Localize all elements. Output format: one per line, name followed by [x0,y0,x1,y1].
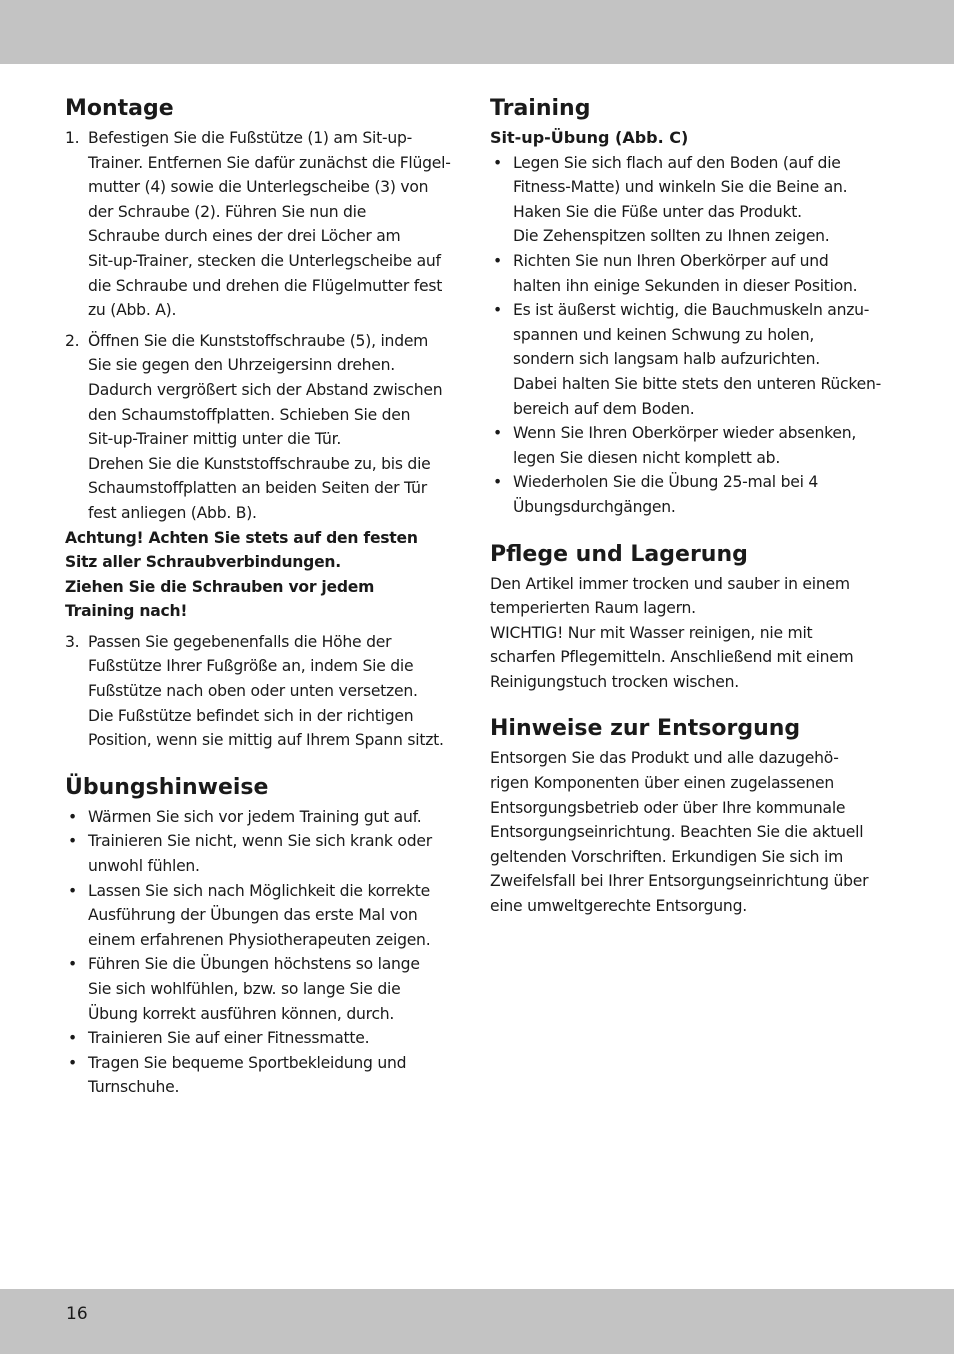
bullet-icon: • [68,955,77,974]
bullet-icon: • [68,881,77,900]
training-heading: Training [490,96,591,121]
montage-steps-continued [65,630,470,753]
list-item-text: Führen Sie die Übungen höchstens so lange Sie sich wohlfühlen, bzw. so lange Sie die Übung korrekt ausführen können, durch. [88,955,420,1023]
list-item [65,829,470,878]
uebungshinweise-list [65,805,470,1100]
list-item-text: Es ist äußerst wichtig, die Bauchmuskeln anzu- spannen und keinen Schwung zu holen, sondern sich langsam halb aufzurichten. Dabei halten Sie bitte stets den unteren Rücken- bereich auf dem Boden. [513,301,881,418]
list-item-text: Tragen Sie bequeme Sportbekleidung und Turnschuhe. [88,1053,407,1097]
list-item-text: Wiederholen Sie die Übung 25-mal bei 4 Übungsdurchgängen. [513,473,819,516]
pflege-heading: Pflege und Lagerung [490,541,748,567]
step-text: Passen Sie gegebenenfalls die Höhe der Fußstütze Ihrer Fußgröße an, indem Sie die Fußstütze nach oben oder unten versetzen. Die Fußstütze befindet sich in der richtigen Position, wenn sie mittig auf Ihrem Spann sitzt. [88,632,444,750]
list-item [65,879,470,953]
step-number: 3. [65,632,80,651]
list-item [490,151,895,249]
list-item-text: Lassen Sie sich nach Möglichkeit die korrekte Ausführung der Übungen das erste Mal von einem erfahrenen Physiotherapeuten zeigen. [88,881,431,949]
bullet-icon: • [68,1053,77,1072]
montage-heading: Montage [65,96,174,121]
list-item [65,1051,470,1100]
list-item [490,249,895,298]
warning-note: Achtung! Achten Sie stets auf den festen Sitz aller Schraubverbindungen. Ziehen Sie die Schrauben vor jedem Training nach! [65,528,418,621]
uebungshinweise-heading: Übungshinweise [65,774,269,800]
page-number: 16 [66,1304,88,1324]
entsorgung-text: Entsorgen Sie das Produkt und alle dazugehö- rigen Komponenten über einen zugelassenen Entsorgungsbetrieb oder über Ihre kommunale Entsorgungseinrichtung. Beachten Sie die aktuell geltenden Vorschriften. Erkundigen Sie sich im Zweifelsfall bei Ihrer Entsorgungseinrichtung über eine umweltgerechte Entsorgung. [490,749,869,916]
list-item-text: Legen Sie sich flach auf den Boden (auf die Fitness-Matte) und winkeln Sie die Beine an. Haken Sie die Füße unter das Produkt. Die Zehenspitzen sollten zu Ihnen zeigen. [513,153,848,246]
montage-step-2 [65,329,470,526]
pflege-section [490,538,895,695]
right-column [490,92,895,919]
step-number: 1. [65,129,80,147]
montage-step-3 [65,630,470,753]
bullet-icon: • [68,832,77,851]
step-text: Öffnen Sie die Kunststoffschraube (5), indem Sie sie gegen den Uhrzeigersinn drehen. Dadurch vergrößert sich der Abstand zwischen den Schaumstoffplatten. Schieben Sie den Sit-up-Trainer mittig unter die Tür. Drehen Sie die Kunststoffschraube zu, bis die Schaumstoffplatten an beiden Seiten der Tür fest anliegen (Abb. B). [88,331,443,522]
list-item-text: Richten Sie nun Ihren Oberkörper auf und halten ihn einige Sekunden in dieser Position. [513,251,858,295]
entsorgung-section [490,712,895,918]
list-item-text: Wärmen Sie sich vor jedem Training gut auf. [88,807,422,826]
bullet-icon: • [493,301,502,320]
training-section [490,92,895,520]
list-item [65,805,470,830]
list-item-text: Wenn Sie Ihren Oberkörper wieder absenken, legen Sie diesen nicht komplett ab. [513,424,857,467]
list-item [65,1026,470,1051]
footer-band [0,1289,954,1354]
uebungshinweise-section [65,771,470,1100]
step-text: Befestigen Sie die Fußstütze (1) am Sit-up- Trainer. Entfernen Sie dafür zunächst die Flügel- mutter (4) sowie die Unterlegscheibe (3) von der Schraube (2). Führen Sie nun die Schraube durch eines der drei Löcher am Sit-up-Trainer, stecken die Unterlegscheibe auf die Schraube und drehen die Flügelmutter fest zu (Abb. A). [88,129,451,320]
list-item [65,952,470,1026]
bullet-icon: • [68,807,77,826]
step-number: 2. [65,331,80,350]
bullet-icon: • [493,153,502,172]
pflege-text: Den Artikel immer trocken und sauber in einem temperierten Raum lagern. WICHTIG! Nur mit Wasser reinigen, nie mit scharfen Pflegemitteln. Anschließend mit einem Reinigungstuch trocken wischen. [490,574,854,691]
montage-steps [65,126,470,526]
left-column [65,92,470,1100]
training-list [490,151,895,520]
list-item [490,298,895,421]
montage-step-1 [65,126,470,323]
bullet-icon: • [493,251,502,270]
bullet-icon: • [493,473,502,492]
situp-subheading: Sit-up-Übung (Abb. C) [490,128,689,147]
list-item-text: Trainieren Sie nicht, wenn Sie sich krank oder unwohl fühlen. [88,832,432,876]
list-item-text: Trainieren Sie auf einer Fitnessmatte. [88,1029,370,1048]
bullet-icon: • [493,424,502,443]
montage-section [65,92,470,753]
list-item [490,470,895,519]
header-band [0,0,954,64]
list-item [490,421,895,470]
entsorgung-heading: Hinweise zur Entsorgung [490,716,801,742]
bullet-icon: • [68,1029,77,1048]
